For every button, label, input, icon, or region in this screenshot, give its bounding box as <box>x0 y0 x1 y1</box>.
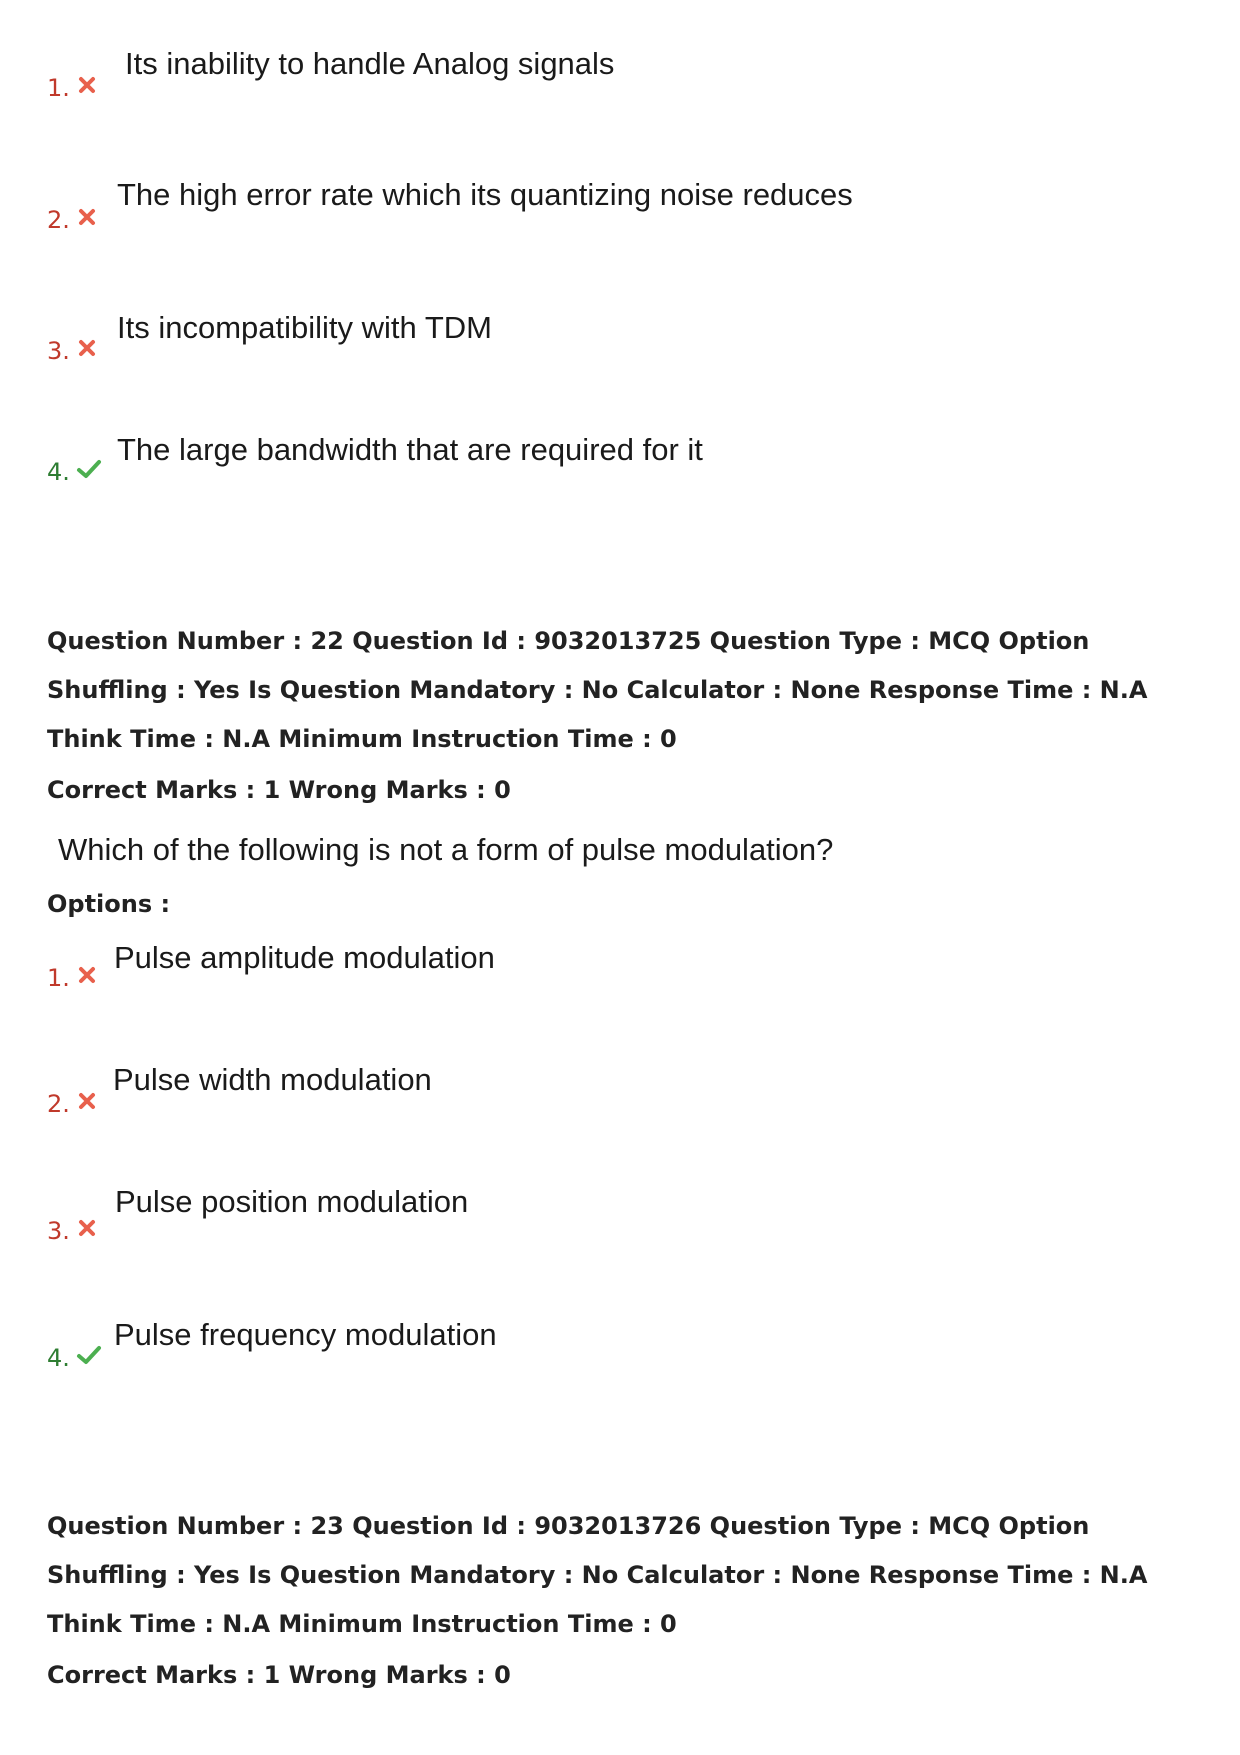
option-text: The large bandwidth that are required for it <box>117 432 703 467</box>
option-number: 2. <box>47 206 70 234</box>
option-text: Pulse frequency modulation <box>114 1317 497 1352</box>
question-text: Which of the following is not a form of pulse modulation? <box>58 832 834 867</box>
check-icon <box>76 458 102 480</box>
cross-icon <box>76 1217 98 1239</box>
option-number: 1. <box>47 74 70 102</box>
question-marks: Correct Marks : 1 Wrong Marks : 0 <box>47 1661 511 1689</box>
option-text: Pulse amplitude modulation <box>114 940 495 975</box>
option-text: The high error rate which its quantizing noise reduces <box>117 177 853 212</box>
question-meta: Question Number : 23 Question Id : 9032013726 Question Type : MCQ Option Shuffling : Yes Is Question Mandatory : No Calculator : None Response Time : N.A Think Time : N.A Minimum Instruction Time : 0 <box>47 1512 1148 1638</box>
question-marks: Correct Marks : 1 Wrong Marks : 0 <box>47 776 511 804</box>
option-number: 4. <box>47 458 70 486</box>
options-label: Options : <box>47 890 171 918</box>
cross-icon <box>76 337 98 359</box>
option-text: Its inability to handle Analog signals <box>125 46 615 81</box>
option-text: Pulse width modulation <box>113 1062 432 1097</box>
cross-icon <box>76 1090 98 1112</box>
check-icon <box>76 1344 102 1366</box>
option-number: 3. <box>47 337 70 365</box>
cross-icon <box>76 964 98 986</box>
option-number: 1. <box>47 964 70 992</box>
cross-icon <box>76 74 98 96</box>
question-meta: Question Number : 22 Question Id : 9032013725 Question Type : MCQ Option Shuffling : Yes Is Question Mandatory : No Calculator : None Response Time : N.A Think Time : N.A Minimum Instruction Time : 0 <box>47 627 1148 753</box>
option-number: 3. <box>47 1217 70 1245</box>
option-text: Pulse position modulation <box>115 1184 469 1219</box>
option-text: Its incompatibility with TDM <box>117 310 492 345</box>
option-number: 2. <box>47 1090 70 1118</box>
cross-icon <box>76 206 98 228</box>
option-number: 4. <box>47 1344 70 1372</box>
